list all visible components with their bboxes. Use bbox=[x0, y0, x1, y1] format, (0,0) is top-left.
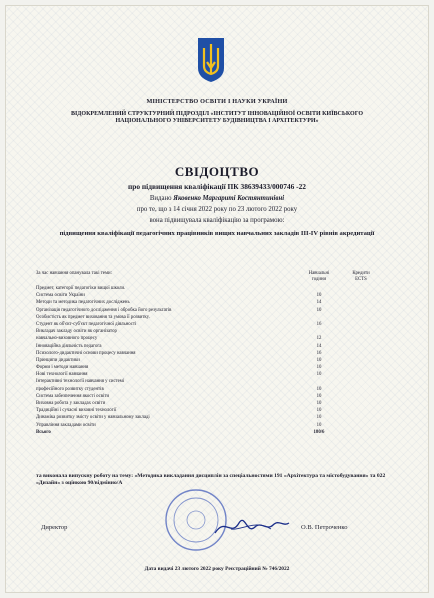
topic-hours: 10 bbox=[316, 415, 322, 421]
table-row bbox=[36, 292, 376, 299]
table-row bbox=[36, 343, 376, 350]
topic-name: навчально-виховного процесу bbox=[36, 336, 98, 342]
program-intro: вона підвищувала кваліфікацію за програмою: bbox=[149, 217, 285, 224]
topic-name: Принципи дидактики bbox=[36, 357, 80, 363]
topic-hours: 14 bbox=[316, 300, 322, 306]
table-row bbox=[36, 407, 376, 414]
table-row bbox=[36, 350, 376, 357]
topic-hours: 10 bbox=[316, 408, 322, 414]
table-row bbox=[36, 285, 376, 292]
topic-name: Інтерактивні технології навчання у системі bbox=[36, 379, 125, 385]
program-name: підвищення кваліфікації педагогічних працівників вищих навчальних закладів ІІІ-ІV рівнів акредитації bbox=[59, 230, 375, 237]
issue-footer: Дата видачі 23 лютого 2022 року Реєстраційний № 746/2022 bbox=[144, 566, 290, 572]
topic-hours: 180/6 bbox=[313, 429, 325, 435]
col-ects: Кредити ECTS bbox=[352, 271, 370, 282]
topic-hours: 12 bbox=[316, 336, 322, 342]
issued-prefix: Видано bbox=[149, 195, 172, 202]
table-row bbox=[36, 299, 376, 306]
director-signature-icon bbox=[211, 511, 291, 541]
topic-name: Система освіти України bbox=[36, 293, 85, 299]
ukraine-coat-of-arms-icon bbox=[196, 36, 226, 84]
topic-name: Організація педагогічного дослідження і обробка його результатів bbox=[36, 307, 172, 313]
thesis-statement: та виконала випускну роботу на тему: «Методика викладання дисциплін за спеціальностями 191 «Архітектура та містобудування» та 022 «Дизайн» з оцінкою 90/відмінно/А bbox=[36, 473, 386, 487]
table-row bbox=[36, 314, 376, 321]
training-period: про те, що з 14 січня 2022 року по 23 лютого 2022 року bbox=[136, 206, 298, 213]
table-row bbox=[36, 386, 376, 393]
topic-name: Інноваційна діяльність педагога bbox=[36, 343, 102, 349]
topic-name: Нові технології навчання bbox=[36, 372, 88, 378]
table-row bbox=[36, 400, 376, 407]
table-row bbox=[36, 307, 376, 314]
topic-hours: 14 bbox=[316, 343, 322, 349]
topic-name: Управління закладами освіти bbox=[36, 422, 96, 428]
topic-name: Виховна робота у закладах освіти bbox=[36, 401, 106, 406]
certificate-page bbox=[6, 6, 428, 592]
topic-hours: 10 bbox=[316, 293, 322, 299]
topic-name: Викладач закладу освіти як організатор bbox=[36, 329, 117, 335]
table-row bbox=[36, 335, 376, 342]
topic-name: Динаміка розвитку змісту освіти у навчальному закладі bbox=[36, 415, 150, 421]
topic-name: Особистість як предмет виховання та умова її розвитку. bbox=[36, 314, 150, 320]
table-row bbox=[36, 393, 376, 400]
table-row bbox=[36, 378, 376, 385]
topics-table bbox=[36, 285, 376, 436]
topic-name: Традиційні і сучасні виховні технології bbox=[36, 408, 117, 414]
table-row bbox=[36, 429, 376, 436]
col-subject: За час навчання опанувала такі теми: bbox=[36, 271, 112, 276]
table-row bbox=[36, 321, 376, 328]
topic-name: Всього bbox=[36, 429, 51, 435]
table-row bbox=[36, 328, 376, 335]
topic-hours: 10 bbox=[316, 307, 322, 313]
col-hours: Навчальні години bbox=[308, 271, 330, 282]
topic-hours: 10 bbox=[316, 422, 322, 428]
certificate-title: СВІДОЦТВО bbox=[174, 164, 260, 179]
topic-hours: 10 bbox=[316, 393, 322, 399]
director-label: Директор bbox=[41, 524, 68, 531]
topic-name: Предмет, категорії педагогіки вищої школи. bbox=[36, 286, 126, 291]
certificate-number: про підвищення кваліфікації ПК 38639433/000746 -22 bbox=[128, 182, 306, 191]
table-row bbox=[36, 371, 376, 378]
topic-hours: 10 bbox=[316, 372, 322, 378]
institution-name: ВІДОКРЕМЛЕНИЙ СТРУКТУРНИЙ ПІДРОЗДІЛ «ІНСТИТУТ ІННОВАЦІЙНОЇ ОСВІТИ КИЇВСЬКОГО НАЦІОНАЛЬНОГО УНІВЕРСИТЕТУ БУДІВНИЦТВА І АРХІТЕКТУРИ» bbox=[70, 111, 364, 125]
topic-hours: 16 bbox=[316, 321, 322, 327]
table-row bbox=[36, 364, 376, 371]
topic-name: Форми і методи навчання bbox=[36, 365, 89, 371]
topic-hours: 16 bbox=[316, 350, 322, 356]
director-name: О.В. Петроченко bbox=[301, 524, 348, 531]
topic-name: Методи та методика педагогічних досліджень bbox=[36, 300, 130, 306]
topic-name: Система забезпечення якості освіти bbox=[36, 393, 110, 399]
topic-name: професійного розвитку студентів bbox=[36, 386, 104, 392]
recipient-name: Яковенко Маргариті Костянтинівні bbox=[173, 195, 285, 202]
topic-hours: 10 bbox=[316, 365, 322, 371]
topic-hours: 10 bbox=[316, 357, 322, 363]
topic-hours: 10 bbox=[316, 401, 322, 406]
ministry-name: МІНІСТЕРСТВО ОСВІТИ І НАУКИ УКРАЇНИ bbox=[146, 98, 288, 105]
issued-to bbox=[6, 195, 428, 202]
topic-hours: 10 bbox=[316, 386, 322, 392]
table-row bbox=[36, 414, 376, 421]
table-row bbox=[36, 357, 376, 364]
topic-name: Студент як об'єкт-суб'єкт педагогічної діяльності bbox=[36, 321, 137, 327]
table-row bbox=[36, 422, 376, 429]
topic-name: Психолого-дидактичні основи процесу навчання bbox=[36, 350, 136, 356]
